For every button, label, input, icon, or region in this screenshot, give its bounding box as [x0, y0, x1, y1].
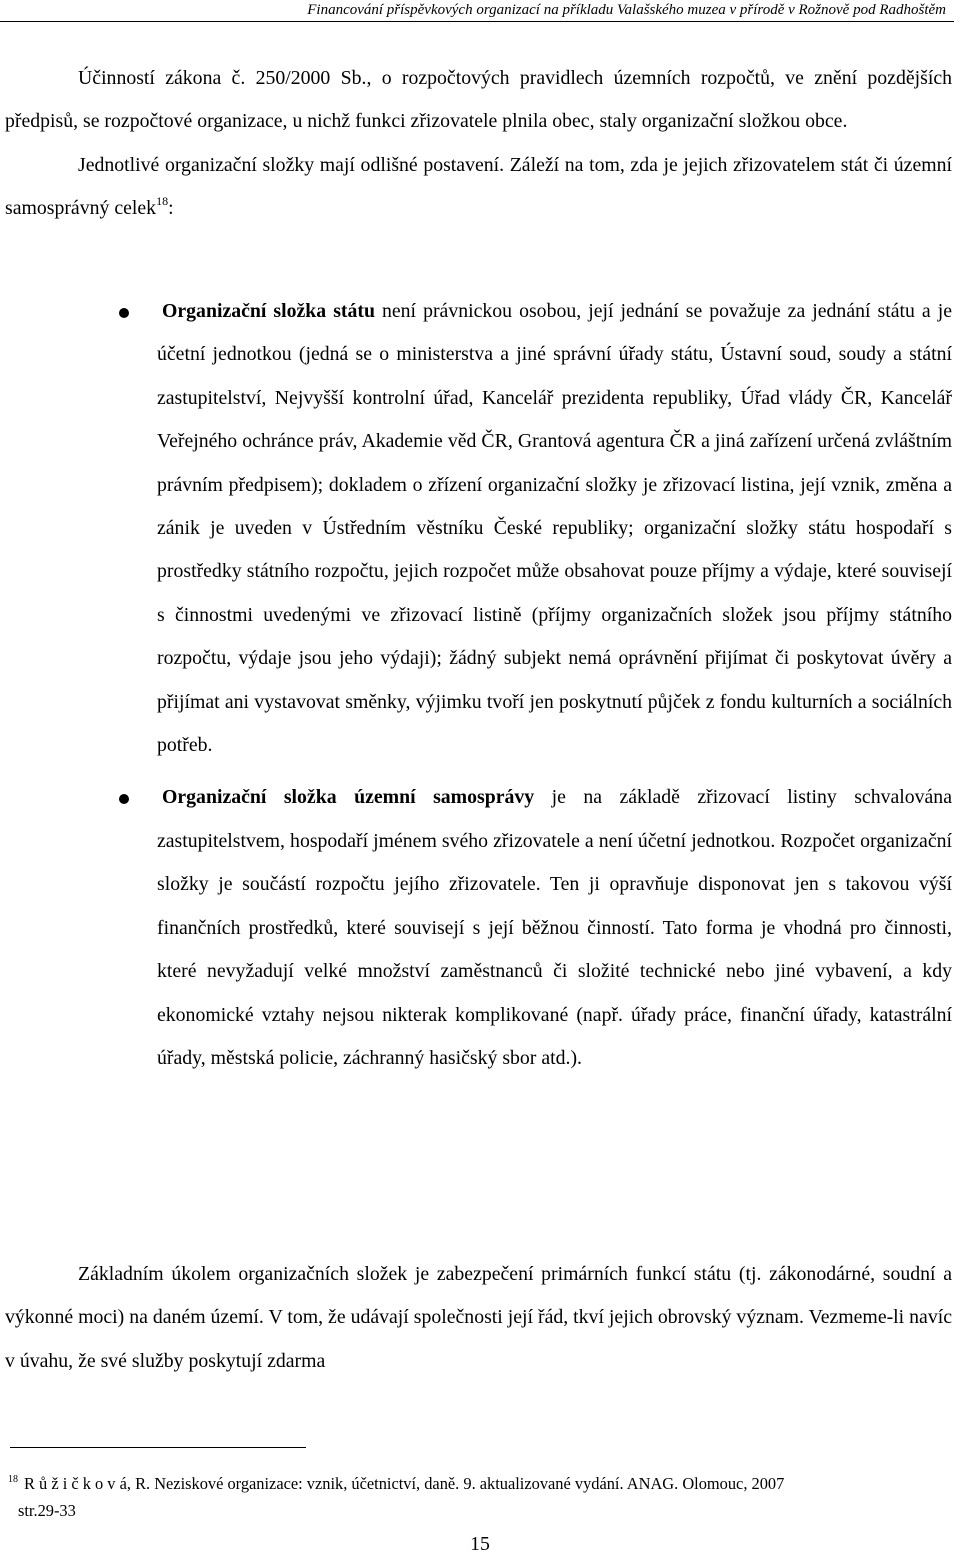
paragraph-2-tail: : [168, 197, 174, 220]
list-item-term: Organizační složka územní samosprávy [162, 786, 535, 809]
footnote-line-1 [8, 1466, 930, 1497]
footnote-rule [10, 1447, 306, 1448]
footnote-ref[interactable]: 18 [156, 194, 169, 209]
paragraph-2 [5, 144, 952, 231]
body-text-top [5, 57, 952, 231]
header-rule [0, 21, 954, 22]
footnote-line-2: str.29-33 [18, 1501, 76, 1520]
paragraph-1: Účinností zákona č. 250/2000 Sb., o rozpočtových pravidlech územních rozpočtů, ve znění pozdějších předpisů, se rozpočtové organizace, u nichž funkci zřizovatele plnila obec, staly organizační složkou obce. [5, 67, 952, 133]
list-item-description: není právnickou osobou, její jednání se považuje za jednání státu a je účetní jednotkou (jedná se o ministerstva a jiné správní úřady státu, Ústavní soud, soudy a státní zastupitelství, Nejvyšší kontrolní úřad, Kancelář prezidenta republiky, Úřad vlády ČR, Kancelář Veřejného ochránce práv, Akademie věd ČR, Grantová agentura ČR a jiná zařízení určená zvláštním právním předpisem); dokladem o zřízení organizační složky je zřizovací listina, její vznik, změna a zánik je uveden v Ústředním věstníku České republiky; organizační složky státu hospodaří s prostředky státního rozpočtu, jejich rozpočet může obsahovat pouze příjmy a výdaje, které souvisejí s činnostmi uvedenými ve zřizovací listině (příjmy organizačních složek jsou příjmy státního rozpočtu, výdaje jsou jeho výdaji); žádný subjekt nemá oprávnění přijímat či poskytovat úvěry a přijímat ani vystavovat směnky, výjimku tvoří jen poskytnutí půjček z fondu kulturních a sociálních potřeb. [157, 300, 952, 757]
bullet-icon [119, 308, 129, 318]
paragraph-3: Základním úkolem organizačních složek je zabezpečení primárních funkcí státu (tj. zákonodárné, soudní a výkonné moci) na daném území. V tom, že udávají společnosti její řád, tkví jejich obrovský význam. Vezmeme-li navíc v úvahu, že své služby poskytují zdarma [5, 1263, 952, 1372]
list-item-text [157, 300, 952, 756]
bullet-icon [119, 794, 129, 804]
paragraph-2-text: Jednotlivé organizační složky mají odlišné postavení. Záleží na tom, zda je jejich zřizovatelem stát či územní samosprávný celek [5, 153, 952, 220]
page-number: 15 [470, 1533, 490, 1555]
list-item [157, 290, 952, 767]
list-item-description: je na základě zřizovací listiny schvalována zastupitelstvem, hospodaří jménem svého zřizovatele a není účetní jednotkou. Rozpočet organizační složky je součástí rozpočtu jejího zřizovatele. Ten ji opravňuje disponovat jen s takovou výší finančních prostředků, které souvisejí s její běžnou činností. Tato forma je vhodná pro činnosti, které nevyžadují velké množství zaměstnanců či složité technické nebo jiné vybavení, a kdy ekonomické vztahy nejsou nikterak komplikované (např. úřady práce, finanční úřady, katastrální úřady, městská policie, záchranný hasičský sbor atd.). [157, 786, 952, 1069]
list-item [157, 776, 952, 1080]
bullet-list [157, 290, 952, 1080]
list-item-text [157, 786, 952, 1068]
footnote-mark: 18 [8, 1474, 18, 1485]
running-header: Financování příspěvkových organizací na příkladu Valašského muzea v přírodě v Rožnově pod Radhoštěm [307, 2, 946, 18]
list-item-term: Organizační složka státu [162, 300, 375, 322]
body-text-bottom [5, 1253, 952, 1383]
footnote [8, 1466, 930, 1524]
footnote-citation: R ů ž i č k o v á, R. Neziskové organizace: vznik, účetnictví, daně. 9. aktualizované vydání. ANAG. Olomouc, 2007 [24, 1474, 785, 1493]
